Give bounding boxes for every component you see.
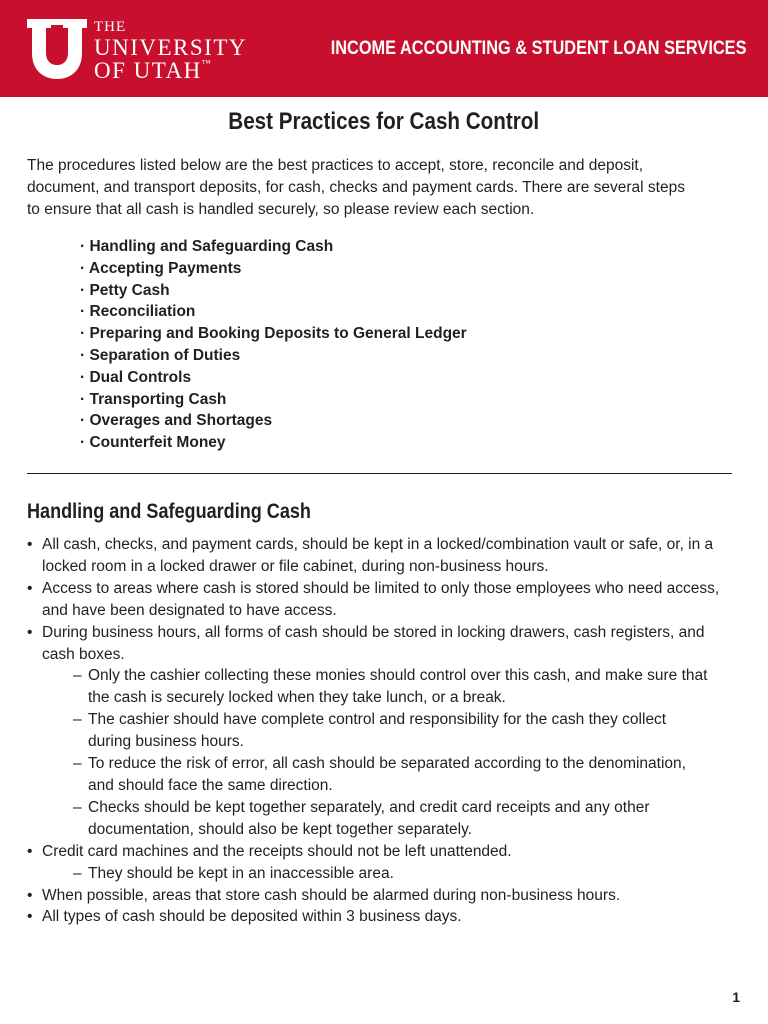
wordmark-university: UNIVERSITY: [94, 35, 247, 60]
bullet-mark: •: [27, 908, 33, 926]
dash-mark: –: [73, 711, 82, 729]
wordmark-of-utah-text: OF UTAH: [94, 58, 202, 83]
bullet-mark: •: [27, 886, 33, 904]
bullet-text-line: They should be kept in an inaccessible area.: [88, 864, 394, 882]
bullet-item: [27, 841, 757, 863]
section-list-item: · Counterfeit Money: [80, 434, 226, 452]
bullet-text-line: When possible, areas that store cash should be alarmed during non-business hours.: [42, 886, 621, 904]
bullet-item: [27, 906, 757, 928]
page-number: 1: [732, 989, 740, 1005]
university-wordmark: [94, 20, 247, 82]
dash-mark: –: [73, 798, 82, 816]
bullet-text-line: The cashier should have complete control and responsibility for the cash they collect: [88, 711, 667, 729]
bullet-text-line: and should face the same direction.: [88, 776, 333, 794]
bullet-text-line: locked room in a locked drawer or file cabinet, during non-business hours.: [42, 557, 549, 575]
section-list-item: · Preparing and Booking Deposits to General Ledger: [80, 325, 467, 343]
bullet-text-line: All types of cash should be deposited within 3 business days.: [42, 908, 462, 926]
bullet-text-line: Access to areas where cash is stored should be limited to only those employees who need access,: [42, 579, 720, 597]
bullet-text-line: documentation, should also be kept together separately.: [88, 820, 473, 838]
intro-line: document, and transport deposits, for cash, checks and payment cards. There are several steps: [27, 179, 685, 196]
sub-bullet-item: [27, 797, 757, 841]
intro-paragraph: [27, 155, 751, 221]
bullet-text-line: Checks should be kept together separately, and credit card receipts and any other: [88, 798, 650, 816]
section-list-item: · Handling and Safeguarding Cash: [80, 238, 334, 255]
dash-mark: –: [73, 755, 82, 773]
dash-mark: –: [73, 667, 82, 685]
bullet-text-line: during business hours.: [88, 733, 244, 751]
section-list-item: · Petty Cash: [80, 281, 170, 299]
section-list-item: · Reconciliation: [80, 303, 196, 321]
bullet-text-line: During business hours, all forms of cash should be stored in locking drawers, cash registers, and: [42, 623, 705, 641]
intro-line: to ensure that all cash is handled securely, so please review each section.: [27, 201, 535, 218]
dash-mark: –: [73, 864, 82, 882]
practice-list: [27, 534, 757, 928]
bullet-text-line: All cash, checks, and payment cards, should be kept in a locked/combination vault or safe, or, in a: [42, 536, 714, 553]
section-heading: Handling and Safeguarding Cash: [27, 500, 311, 523]
wordmark-of-utah: [94, 59, 247, 82]
wordmark-the: THE: [94, 19, 127, 35]
bullet-text-line: cash boxes.: [42, 645, 125, 663]
section-list-item: · Separation of Duties: [80, 346, 241, 364]
bullet-item: [27, 578, 757, 622]
bullet-item: [27, 534, 757, 578]
trademark-symbol: ™: [201, 58, 211, 68]
page-header: [0, 0, 768, 97]
bullet-text-line: To reduce the risk of error, all cash should be separated according to the denomination,: [88, 755, 686, 773]
bullet-mark: •: [27, 623, 33, 641]
sub-bullet-item: [27, 665, 757, 709]
department-name: INCOME ACCOUNTING & STUDENT LOAN SERVICES: [330, 38, 746, 59]
document-title: [0, 108, 768, 136]
bullet-mark: •: [27, 536, 33, 553]
section-list-item: · Accepting Payments: [80, 259, 242, 277]
section-list-item: · Dual Controls: [80, 368, 192, 386]
bullet-text-line: Credit card machines and the receipts should not be left unattended.: [42, 842, 512, 860]
sub-bullet-item: [27, 709, 757, 753]
document-title-text: Best Practices for Cash Control: [228, 108, 540, 135]
intro-line: The procedures listed below are the best practices to accept, store, reconcile and deposit,: [27, 157, 644, 174]
bullet-item: [27, 885, 757, 907]
bullet-mark: •: [27, 579, 33, 597]
section-list-item: · Overages and Shortages: [80, 412, 273, 430]
section-list-item: · Transporting Cash: [80, 390, 227, 408]
bullet-mark: •: [27, 842, 33, 860]
university-u-logo-icon: [27, 19, 87, 79]
bullet-item: [27, 622, 757, 666]
section-list: [80, 236, 467, 454]
section-divider: [27, 473, 732, 474]
bullet-text-line: the cash is securely locked when they take lunch, or a break.: [88, 689, 506, 707]
sub-bullet-item: [27, 863, 757, 885]
bullet-text-line: Only the cashier collecting these monies should control over this cash, and make sure that: [88, 667, 708, 685]
bullet-text-line: and have been designated to have access.: [42, 601, 337, 619]
sub-bullet-item: [27, 753, 757, 797]
